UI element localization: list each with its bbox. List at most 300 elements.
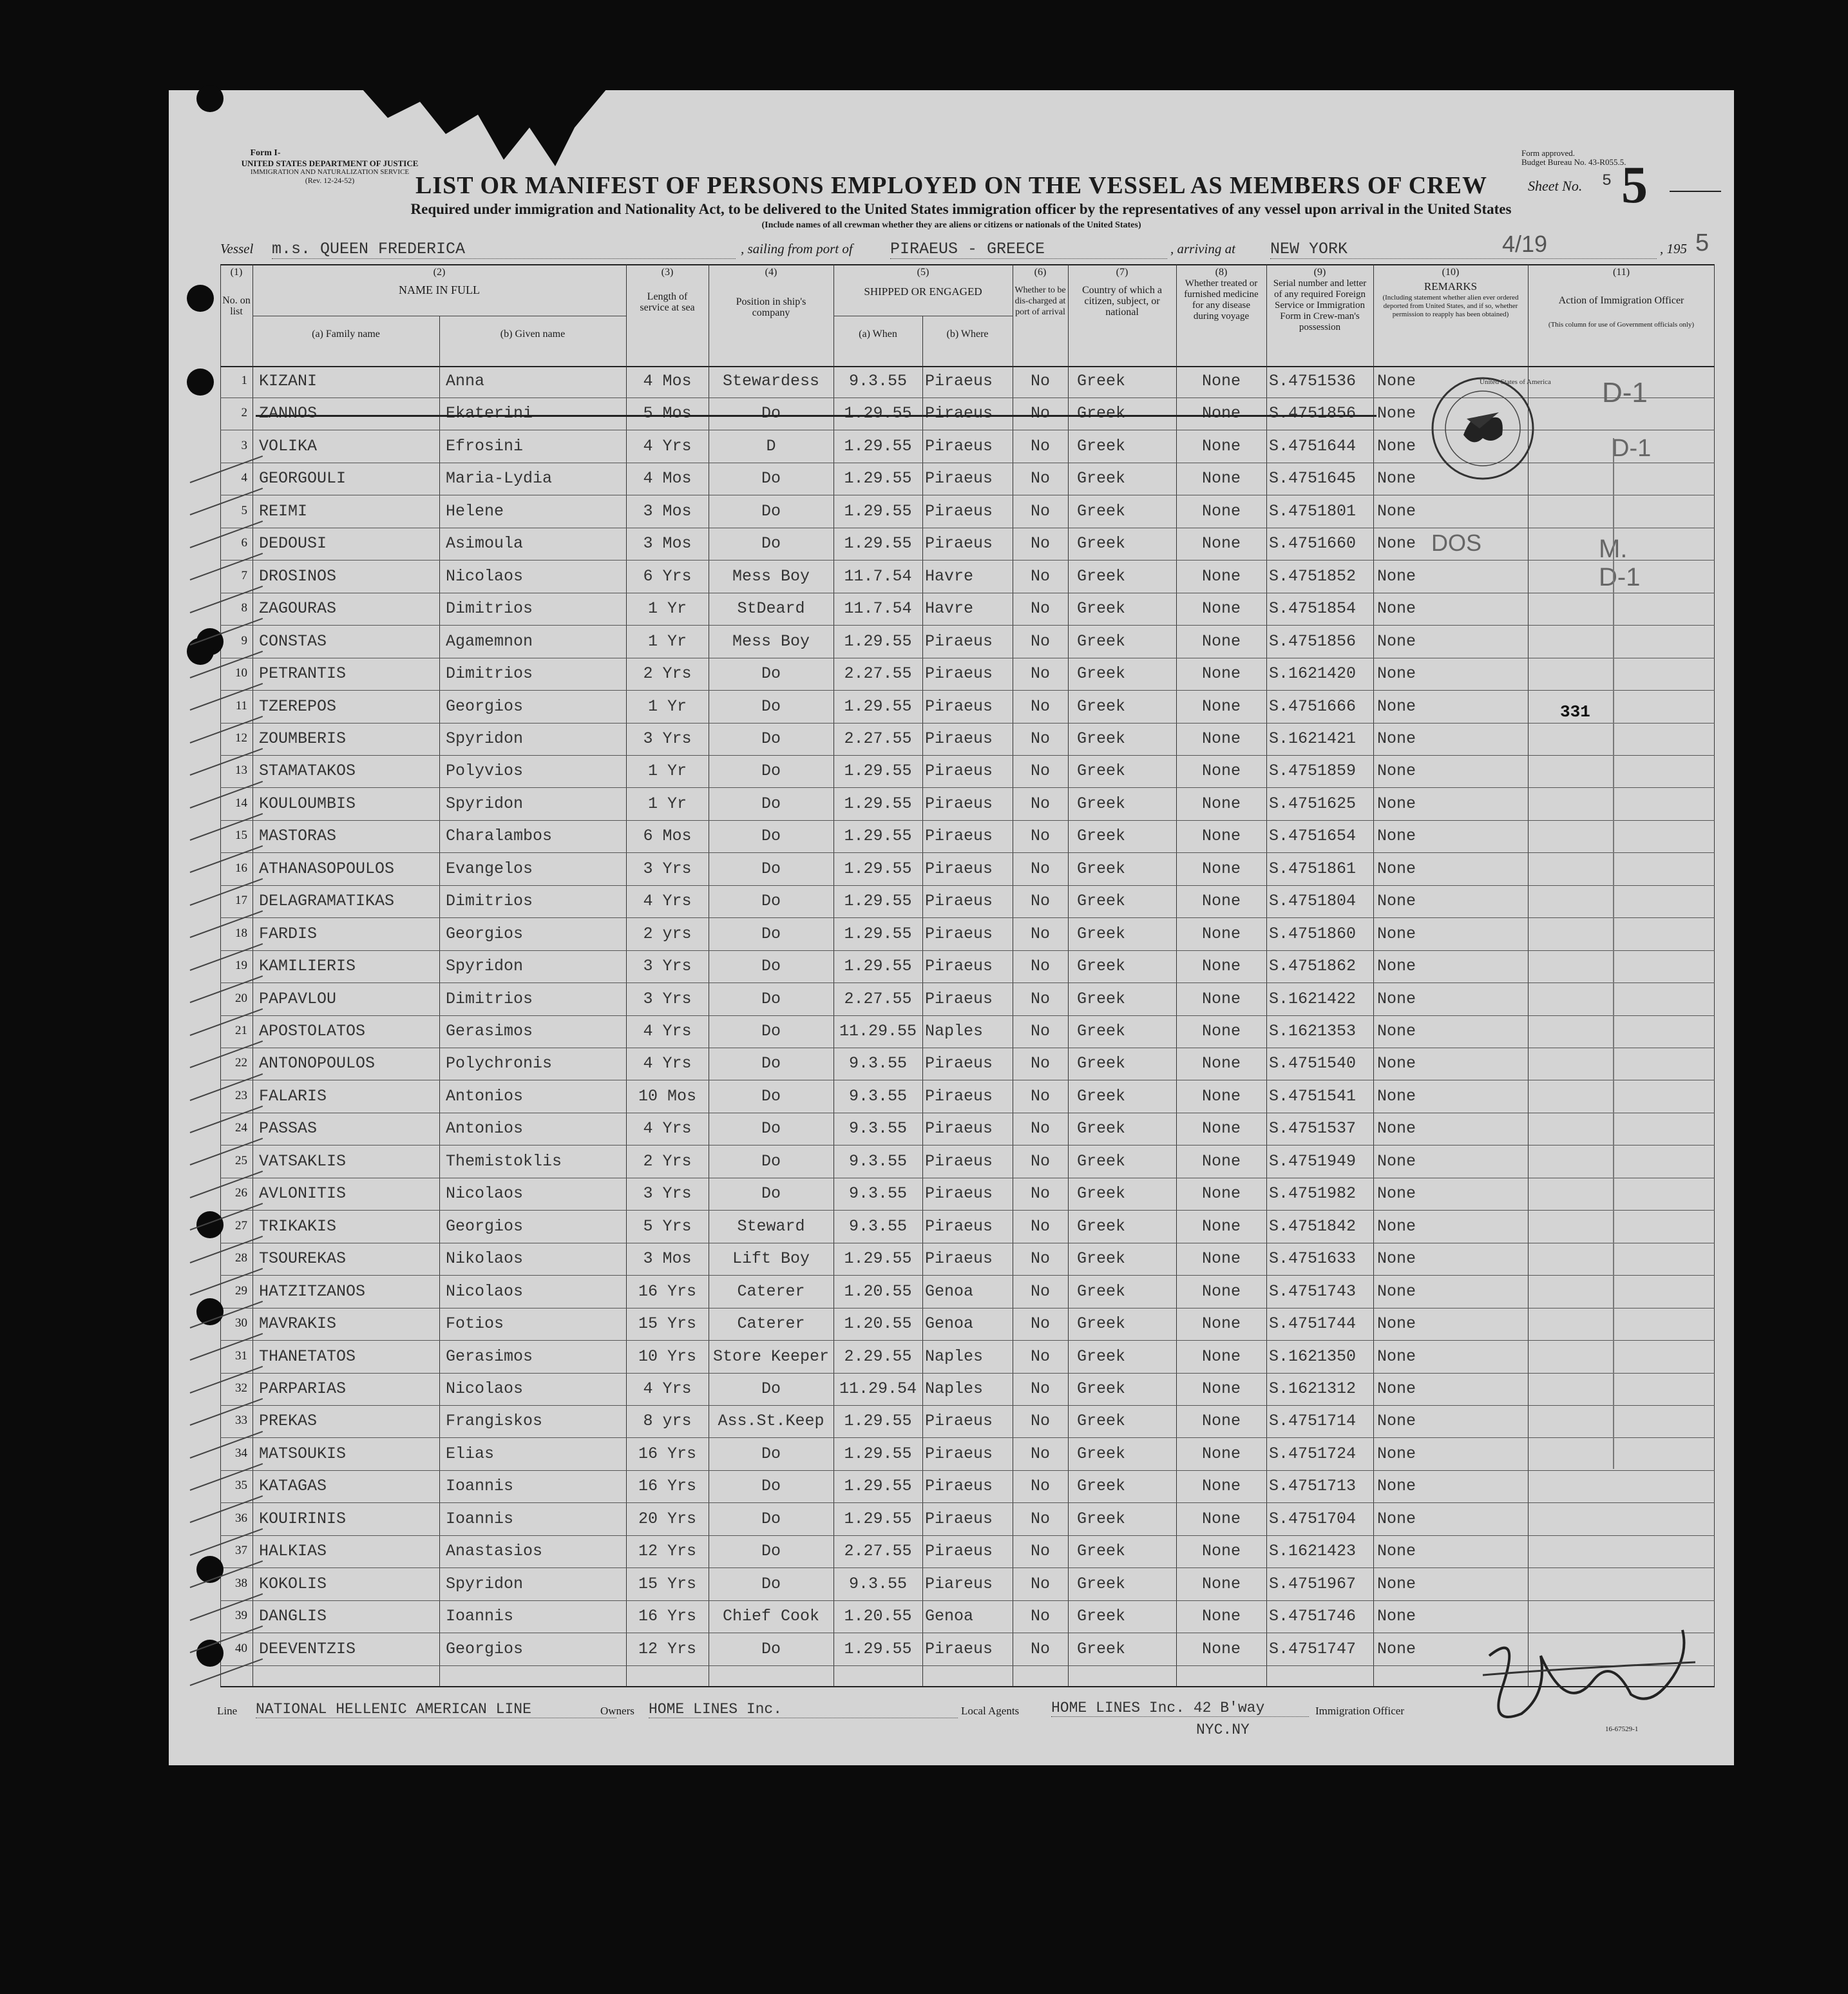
cell-remarks: None xyxy=(1377,696,1416,716)
table-row xyxy=(220,1211,1715,1243)
cell-treated: None xyxy=(1201,1444,1241,1463)
cell-family: VOLIKA xyxy=(259,436,318,455)
cell-length: 3 Mos xyxy=(643,501,692,521)
cell-country: Greek xyxy=(1077,469,1126,488)
cell-country: Greek xyxy=(1077,1477,1126,1496)
vessel-value: m.s. QUEEN FREDERICA xyxy=(272,240,736,259)
cell-discharged: No xyxy=(1030,989,1050,1008)
cell-given: Georgios xyxy=(446,924,524,943)
cell-where: Piraeus xyxy=(925,1216,993,1236)
cell-family: PETRANTIS xyxy=(259,664,347,684)
cell-position: Do xyxy=(761,892,781,911)
cell-family: TRIKAKIS xyxy=(259,1216,337,1236)
cell-position: Do xyxy=(761,1022,781,1040)
col-2-num: (2) xyxy=(433,267,446,278)
cell-remarks: None xyxy=(1377,762,1416,781)
cell-remarks: None xyxy=(1377,729,1416,748)
cell-where: Piraeus xyxy=(925,1412,993,1431)
row-number: 25 xyxy=(235,1153,247,1167)
cell-serial: S.4751704 xyxy=(1269,1509,1357,1528)
cell-when: 1.20.55 xyxy=(844,1281,912,1301)
cell-given: Ioannis xyxy=(446,1477,514,1496)
cell-remarks: None xyxy=(1377,1054,1416,1073)
cell-discharged: No xyxy=(1030,696,1050,716)
col-7-num: (7) xyxy=(1116,267,1129,278)
row-number: 35 xyxy=(235,1479,247,1493)
cell-country: Greek xyxy=(1077,1542,1126,1561)
cell-serial: S.4751537 xyxy=(1269,1119,1357,1138)
table-row xyxy=(220,593,1715,626)
cell-remarks: None xyxy=(1377,1412,1416,1431)
cell-discharged: No xyxy=(1030,1054,1050,1073)
cell-remarks: None xyxy=(1377,1379,1416,1398)
subnote: (Include names of all crewman whether they are aliens or citizens or nationals of the United States) xyxy=(761,220,1141,230)
cell-position: Do xyxy=(761,762,781,781)
row-number: 5 xyxy=(241,503,247,517)
cell-discharged: No xyxy=(1030,924,1050,943)
cell-length: 15 Yrs xyxy=(638,1574,696,1593)
cell-serial: S.4751540 xyxy=(1269,1054,1357,1073)
table-row xyxy=(220,1048,1715,1080)
col-6-label: Whether to be dis-charged at port of arrival xyxy=(1014,285,1066,317)
row-number: 33 xyxy=(235,1414,247,1428)
cell-given: Ekaterini xyxy=(446,404,533,423)
cell-length: 16 Yrs xyxy=(638,1477,696,1496)
cell-family: FALARIS xyxy=(259,1086,327,1106)
cell-treated: None xyxy=(1201,762,1241,781)
cell-position: Do xyxy=(761,827,781,846)
cell-treated: None xyxy=(1201,924,1241,943)
cell-treated: None xyxy=(1201,501,1241,521)
table-row xyxy=(220,1374,1715,1406)
cell-when: 1.29.55 xyxy=(844,1509,912,1528)
cell-when: 2.29.55 xyxy=(844,1347,912,1366)
cell-discharged: No xyxy=(1030,1184,1050,1203)
cell-discharged: No xyxy=(1030,372,1050,390)
cell-given: Dimitrios xyxy=(446,599,533,618)
cell-where: Piraeus xyxy=(925,989,993,1008)
cell-discharged: No xyxy=(1030,794,1050,813)
row-number: 34 xyxy=(235,1446,247,1460)
cell-discharged: No xyxy=(1030,1022,1050,1040)
cell-treated: None xyxy=(1201,1022,1241,1040)
cell-country: Greek xyxy=(1077,859,1126,878)
cell-position: Ass.St.Keep xyxy=(718,1412,824,1431)
cell-given: Anna xyxy=(446,372,485,390)
cell-length: 15 Yrs xyxy=(638,1314,696,1334)
row-number: 37 xyxy=(235,1544,247,1558)
cell-given: Themistoklis xyxy=(446,1151,562,1171)
cell-country: Greek xyxy=(1077,1574,1126,1593)
cell-treated: None xyxy=(1201,436,1241,455)
table-row xyxy=(220,1471,1715,1503)
sailing-value: PIRAEUS - GREECE xyxy=(890,240,1167,259)
stamp-text: United States of America xyxy=(1480,378,1551,386)
cell-remarks: None xyxy=(1377,534,1416,553)
cell-given: Nicolaos xyxy=(446,1281,524,1301)
row-number: 26 xyxy=(235,1186,247,1200)
cell-discharged: No xyxy=(1030,762,1050,781)
cell-when: 1.29.55 xyxy=(844,404,912,423)
agents-value: HOME LINES Inc. 42 B'way xyxy=(1051,1700,1309,1717)
col-3-num: (3) xyxy=(661,267,674,278)
cell-position: Do xyxy=(761,469,781,488)
cell-treated: None xyxy=(1201,794,1241,813)
cell-remarks: None xyxy=(1377,1314,1416,1334)
cell-where: Naples xyxy=(925,1379,984,1398)
cell-given: Efrosini xyxy=(446,436,524,455)
cell-position: Do xyxy=(761,1054,781,1073)
cell-serial: S.4751645 xyxy=(1269,469,1357,488)
cell-when: 2.27.55 xyxy=(844,1542,912,1561)
cell-country: Greek xyxy=(1077,566,1126,586)
cell-remarks: None xyxy=(1377,1607,1416,1626)
cell-where: Piraeus xyxy=(925,1542,993,1561)
cell-where: Piraeus xyxy=(925,534,993,553)
table-row xyxy=(220,919,1715,951)
cell-remarks: None xyxy=(1377,1119,1416,1138)
cell-position: Do xyxy=(761,664,781,684)
table-row xyxy=(220,854,1715,886)
cell-given: Gerasimos xyxy=(446,1022,533,1040)
col-8-label: Whether treated or furnished medicine for any disease during voyage xyxy=(1184,278,1259,321)
cell-country: Greek xyxy=(1077,1151,1126,1171)
cell-position: Store Keeper xyxy=(712,1347,830,1366)
cell-discharged: No xyxy=(1030,1249,1050,1269)
cell-length: 3 Yrs xyxy=(643,989,692,1008)
arriving-label: , arriving at xyxy=(1170,241,1235,256)
cell-when: 1.29.55 xyxy=(844,1639,912,1658)
cell-remarks: None xyxy=(1377,1477,1416,1496)
cell-serial: S.1621353 xyxy=(1269,1022,1357,1040)
table-row xyxy=(220,984,1715,1016)
cell-country: Greek xyxy=(1077,762,1126,781)
col-9-num: (9) xyxy=(1313,267,1326,278)
sheet-no-underline xyxy=(1670,191,1721,192)
cell-serial: S.1621312 xyxy=(1269,1379,1357,1398)
cell-when: 1.20.55 xyxy=(844,1607,912,1626)
col-2b-label: (b) Given name xyxy=(500,329,566,340)
cell-country: Greek xyxy=(1077,827,1126,846)
cell-given: Dimitrios xyxy=(446,892,533,911)
cell-where: Piraeus xyxy=(925,1086,993,1106)
cell-country: Greek xyxy=(1077,1249,1126,1269)
col-2-label: NAME IN FULL xyxy=(399,283,480,296)
cell-country: Greek xyxy=(1077,696,1126,716)
table-row xyxy=(220,1276,1715,1309)
cell-where: Piraeus xyxy=(925,1444,993,1463)
cell-family: DROSINOS xyxy=(259,566,337,586)
cell-position: Steward xyxy=(737,1216,805,1236)
binder-hole xyxy=(187,285,214,312)
table-row xyxy=(220,821,1715,853)
cell-discharged: No xyxy=(1030,404,1050,423)
cell-family: KAMILIERIS xyxy=(259,957,356,976)
cell-remarks: None xyxy=(1377,1444,1416,1463)
cell-remarks: None xyxy=(1377,892,1416,911)
annotation-m-d1: M. D-1 xyxy=(1599,535,1641,591)
owners-label: Owners xyxy=(600,1705,634,1717)
year-handwritten: 5 xyxy=(1695,229,1710,256)
cell-serial: S.4751660 xyxy=(1269,534,1357,553)
cell-family: MATSOUKIS xyxy=(259,1444,347,1463)
cell-position: Mess Boy xyxy=(732,566,810,586)
col-11-label: Action of Immigration Officer xyxy=(1558,295,1684,306)
cell-remarks: None xyxy=(1377,599,1416,618)
row-number: 4 xyxy=(241,471,247,485)
year-prefix: , 195 xyxy=(1660,241,1687,256)
cell-treated: None xyxy=(1201,1151,1241,1171)
cell-treated: None xyxy=(1201,1412,1241,1431)
cell-position: Caterer xyxy=(737,1281,805,1301)
cell-given: Spyridon xyxy=(446,1574,524,1593)
cell-given: Agamemnon xyxy=(446,631,533,651)
cell-position: Do xyxy=(761,729,781,748)
cell-family: PREKAS xyxy=(259,1412,318,1431)
cell-where: Genoa xyxy=(925,1314,974,1334)
cell-family: DEEVENTZIS xyxy=(259,1639,356,1658)
cell-length: 4 Yrs xyxy=(643,1119,692,1138)
cell-position: Do xyxy=(761,794,781,813)
cell-when: 1.29.55 xyxy=(844,1412,912,1431)
cell-country: Greek xyxy=(1077,892,1126,911)
cell-treated: None xyxy=(1201,631,1241,651)
arriving-value: NEW YORK xyxy=(1270,240,1657,259)
cell-treated: None xyxy=(1201,664,1241,684)
cell-remarks: None xyxy=(1377,1249,1416,1269)
cell-where: Piraeus xyxy=(925,1151,993,1171)
cell-position: StDeard xyxy=(737,599,805,618)
table-row xyxy=(220,1309,1715,1341)
cell-family: REIMI xyxy=(259,501,308,521)
cell-family: GEORGOULI xyxy=(259,469,347,488)
cell-length: 4 Yrs xyxy=(643,1054,692,1073)
table-row xyxy=(220,626,1715,658)
manifest-sheet xyxy=(169,90,1734,1765)
department: UNITED STATES DEPARTMENT OF JUSTICE xyxy=(241,158,419,168)
cell-family: KOULOUMBIS xyxy=(259,794,356,813)
cell-family: ANTONOPOULOS xyxy=(259,1054,376,1073)
cell-remarks: None xyxy=(1377,404,1416,423)
annotation-d1-b: D-1 xyxy=(1612,435,1652,462)
cell-treated: None xyxy=(1201,696,1241,716)
cell-length: 1 Yr xyxy=(647,762,687,781)
sheet-no-typed: 5 xyxy=(1602,171,1612,190)
cell-serial: S.4751854 xyxy=(1269,599,1357,618)
cell-length: 3 Mos xyxy=(643,1249,692,1269)
cell-remarks: None xyxy=(1377,1639,1416,1658)
cell-treated: None xyxy=(1201,1119,1241,1138)
cell-country: Greek xyxy=(1077,1281,1126,1301)
cell-length: 4 Yrs xyxy=(643,1022,692,1040)
cell-serial: S.4751625 xyxy=(1269,794,1357,813)
cell-treated: None xyxy=(1201,469,1241,488)
cell-remarks: None xyxy=(1377,664,1416,684)
cell-remarks: None xyxy=(1377,827,1416,846)
col-11-note: (This column for use of Government officials only) xyxy=(1548,321,1695,329)
cell-when: 2.27.55 xyxy=(844,729,912,748)
cell-where: Havre xyxy=(925,566,974,586)
cell-serial: S.4751859 xyxy=(1269,762,1357,781)
cell-when: 9.3.55 xyxy=(848,1054,907,1073)
cell-when: 1.29.55 xyxy=(844,762,912,781)
cell-family: ZAGOURAS xyxy=(259,599,337,618)
cell-length: 10 Yrs xyxy=(638,1347,696,1366)
cell-when: 1.29.55 xyxy=(844,827,912,846)
cell-treated: None xyxy=(1201,1379,1241,1398)
cell-position: Caterer xyxy=(737,1314,805,1334)
cell-country: Greek xyxy=(1077,989,1126,1008)
cell-length: 4 Mos xyxy=(643,469,692,488)
cell-family: ZOUMBERIS xyxy=(259,729,347,748)
cell-where: Piraeus xyxy=(925,372,993,390)
table-row xyxy=(220,886,1715,918)
cell-when: 11.29.55 xyxy=(839,1022,917,1040)
cell-serial: S.4751714 xyxy=(1269,1412,1357,1431)
cell-country: Greek xyxy=(1077,924,1126,943)
owners-value: HOME LINES Inc. xyxy=(649,1701,958,1718)
table-row xyxy=(220,1243,1715,1276)
cell-when: 9.3.55 xyxy=(848,1216,907,1236)
cell-serial: S.1621350 xyxy=(1269,1347,1357,1366)
cell-position: Do xyxy=(761,534,781,553)
cell-length: 4 Yrs xyxy=(643,892,692,911)
cell-given: Anastasios xyxy=(446,1542,543,1561)
cell-position: D xyxy=(766,436,776,455)
cell-family: HALKIAS xyxy=(259,1542,327,1561)
cell-when: 1.29.55 xyxy=(844,859,912,878)
cell-given: Dimitrios xyxy=(446,664,533,684)
cell-discharged: No xyxy=(1030,729,1050,748)
col-8-num: (8) xyxy=(1215,267,1228,278)
cell-remarks: None xyxy=(1377,1184,1416,1203)
cell-treated: None xyxy=(1201,1509,1241,1528)
row-number: 1 xyxy=(241,374,247,387)
cell-family: PASSAS xyxy=(259,1119,318,1138)
cell-family: MAVRAKIS xyxy=(259,1314,337,1334)
cell-given: Fotios xyxy=(446,1314,504,1334)
cell-remarks: None xyxy=(1377,1281,1416,1301)
cell-remarks: None xyxy=(1377,631,1416,651)
cell-treated: None xyxy=(1201,404,1241,423)
col-4-num: (4) xyxy=(765,267,777,278)
cell-where: Piraeus xyxy=(925,1477,993,1496)
sheet-no-big: 5 xyxy=(1621,155,1648,214)
cell-serial: S.4751801 xyxy=(1269,501,1357,521)
cell-country: Greek xyxy=(1077,436,1126,455)
annotation-dos: DOS xyxy=(1431,530,1482,556)
cell-family: STAMATAKOS xyxy=(259,762,356,781)
sailing-label: , sailing from port of xyxy=(741,241,853,256)
cell-family: APOSTOLATOS xyxy=(259,1022,366,1040)
row-number: 11 xyxy=(235,698,247,713)
cell-country: Greek xyxy=(1077,631,1126,651)
cell-length: 4 Yrs xyxy=(643,1379,692,1398)
cell-treated: None xyxy=(1201,1607,1241,1626)
cell-given: Gerasimos xyxy=(446,1347,533,1366)
cell-family: FARDIS xyxy=(259,924,318,943)
col-2a-label: (a) Family name xyxy=(312,329,380,340)
cell-where: Piraeus xyxy=(925,1249,993,1269)
cell-country: Greek xyxy=(1077,599,1126,618)
cell-discharged: No xyxy=(1030,1314,1050,1334)
cell-treated: None xyxy=(1201,1542,1241,1561)
cell-position: Do xyxy=(761,696,781,716)
cell-country: Greek xyxy=(1077,1509,1126,1528)
cell-discharged: No xyxy=(1030,1379,1050,1398)
col-4-label: Position in ship's company xyxy=(736,296,806,318)
cell-when: 11.7.54 xyxy=(844,599,912,618)
cell-when: 1.29.55 xyxy=(844,892,912,911)
cell-serial: S.4751644 xyxy=(1269,436,1357,455)
cell-position: Do xyxy=(761,501,781,521)
cell-given: Antonios xyxy=(446,1086,524,1106)
cell-length: 1 Yr xyxy=(647,599,687,618)
cell-when: 1.29.55 xyxy=(844,1444,912,1463)
cell-where: Piraeus xyxy=(925,1119,993,1138)
cell-serial: S.1621422 xyxy=(1269,989,1357,1008)
cell-length: 5 Mos xyxy=(643,404,692,423)
cell-family: DEDOUSI xyxy=(259,534,327,553)
cell-country: Greek xyxy=(1077,1639,1126,1658)
cell-given: Maria-Lydia xyxy=(446,469,553,488)
row-number: 40 xyxy=(235,1641,247,1655)
cell-where: Piraeus xyxy=(925,924,993,943)
table-row xyxy=(220,951,1715,983)
page-title: LIST OR MANIFEST OF PERSONS EMPLOYED ON THE VESSEL AS MEMBERS OF CREW xyxy=(415,172,1487,199)
cell-remarks: None xyxy=(1377,372,1416,390)
cell-treated: None xyxy=(1201,1086,1241,1106)
cell-family: ATHANASOPOULOS xyxy=(259,859,395,878)
line-label: Line xyxy=(217,1705,238,1717)
cell-country: Greek xyxy=(1077,1216,1126,1236)
cell-when: 2.27.55 xyxy=(844,664,912,684)
cell-remarks: None xyxy=(1377,1574,1416,1593)
cell-when: 1.20.55 xyxy=(844,1314,912,1334)
row-number: 39 xyxy=(235,1609,247,1623)
cell-when: 11.29.54 xyxy=(839,1379,917,1398)
row-number: 27 xyxy=(235,1218,247,1232)
col-1-num: (1) xyxy=(230,267,243,278)
cell-position: Stewardess xyxy=(722,372,820,390)
cell-length: 16 Yrs xyxy=(638,1281,696,1301)
cell-when: 1.29.55 xyxy=(844,469,912,488)
cell-serial: S.1621420 xyxy=(1269,664,1357,684)
cell-length: 1 Yr xyxy=(647,696,687,716)
cell-serial: S.4751746 xyxy=(1269,1607,1357,1626)
row-number: 9 xyxy=(241,633,247,647)
cell-serial: S.4751804 xyxy=(1269,892,1357,911)
table-row xyxy=(220,1569,1715,1601)
cell-family: KIZANI xyxy=(259,372,318,390)
table-row xyxy=(220,691,1715,724)
cell-serial: S.4751842 xyxy=(1269,1216,1357,1236)
col-5b-label: (b) Where xyxy=(946,329,989,340)
cell-where: Piraeus xyxy=(925,1639,993,1658)
table-row xyxy=(220,1016,1715,1048)
cell-country: Greek xyxy=(1077,1314,1126,1334)
binder-hole xyxy=(187,369,214,396)
cell-given: Spyridon xyxy=(446,957,524,976)
row-number: 30 xyxy=(235,1316,247,1330)
cell-remarks: None xyxy=(1377,469,1416,488)
cell-treated: None xyxy=(1201,1184,1241,1203)
cell-serial: S.4751654 xyxy=(1269,827,1357,846)
cell-position: Chief Cook xyxy=(722,1607,820,1626)
col-11-num: (11) xyxy=(1612,267,1630,278)
cell-where: Piraeus xyxy=(925,631,993,651)
cell-discharged: No xyxy=(1030,501,1050,521)
